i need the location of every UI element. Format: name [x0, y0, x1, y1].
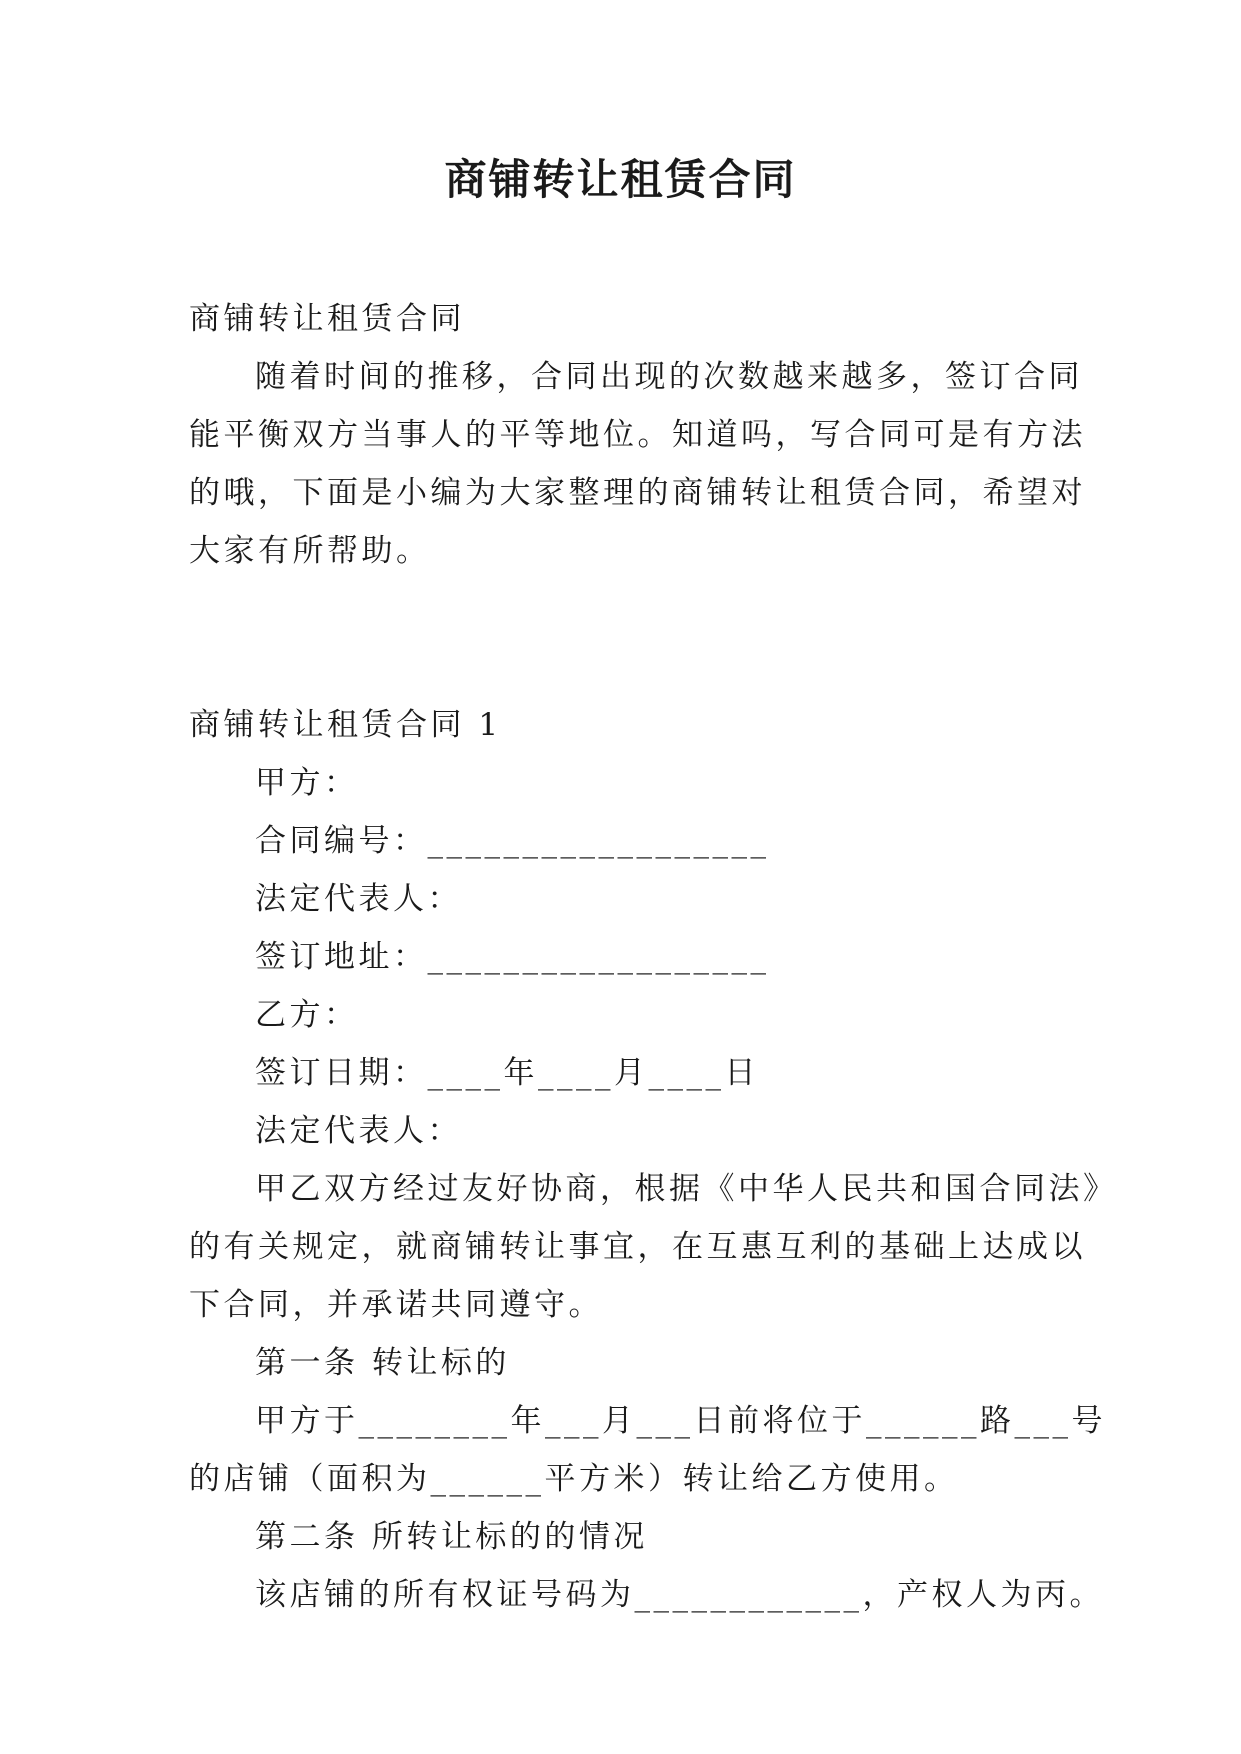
- article-2-heading: 第二条 所转让标的的情况: [255, 1519, 648, 1555]
- field-legal-rep-a: 法定代表人：: [255, 881, 462, 917]
- field-party-a: 甲方：: [255, 765, 359, 801]
- preamble-line: 甲乙双方经过友好协商，根据《中华人民共和国合同法》: [255, 1171, 1118, 1207]
- article-1-line: 的店铺（面积为______平方米）转让给乙方使用。: [189, 1461, 959, 1497]
- subtitle: 商铺转让租赁合同: [189, 301, 465, 337]
- field-party-b: 乙方：: [255, 997, 359, 1033]
- preamble-line: 下合同，并承诺共同遵守。: [189, 1287, 603, 1323]
- field-sign-address: 签订地址：__________________: [255, 939, 770, 975]
- field-legal-rep-b: 法定代表人：: [255, 1113, 462, 1149]
- document-body: [189, 290, 1118, 1624]
- article-2-line: 该店铺的所有权证号码为____________，产权人为丙。: [255, 1577, 1104, 1613]
- field-sign-date: 签订日期：____年____月____日: [255, 1055, 759, 1091]
- intro-line: 能平衡双方当事人的平等地位。知道吗，写合同可是有方法: [189, 417, 1086, 453]
- document-title: 商铺转让租赁合同: [444, 155, 797, 204]
- section-heading: 商铺转让租赁合同 1: [189, 707, 502, 743]
- article-1-line: 甲方于________年___月___日前将位于______路___号: [255, 1403, 1106, 1439]
- intro-line: 的哦，下面是小编为大家整理的商铺转让租赁合同，希望对: [189, 475, 1086, 511]
- preamble-line: 的有关规定，就商铺转让事宜，在互惠互利的基础上达成以: [189, 1229, 1086, 1265]
- intro-line: 随着时间的推移，合同出现的次数越来越多，签订合同: [255, 359, 1083, 395]
- article-1-heading: 第一条 转让标的: [255, 1345, 510, 1381]
- spacer: [189, 580, 1051, 696]
- field-contract-no: 合同编号：__________________: [255, 823, 770, 859]
- intro-line: 大家有所帮助。: [189, 533, 431, 569]
